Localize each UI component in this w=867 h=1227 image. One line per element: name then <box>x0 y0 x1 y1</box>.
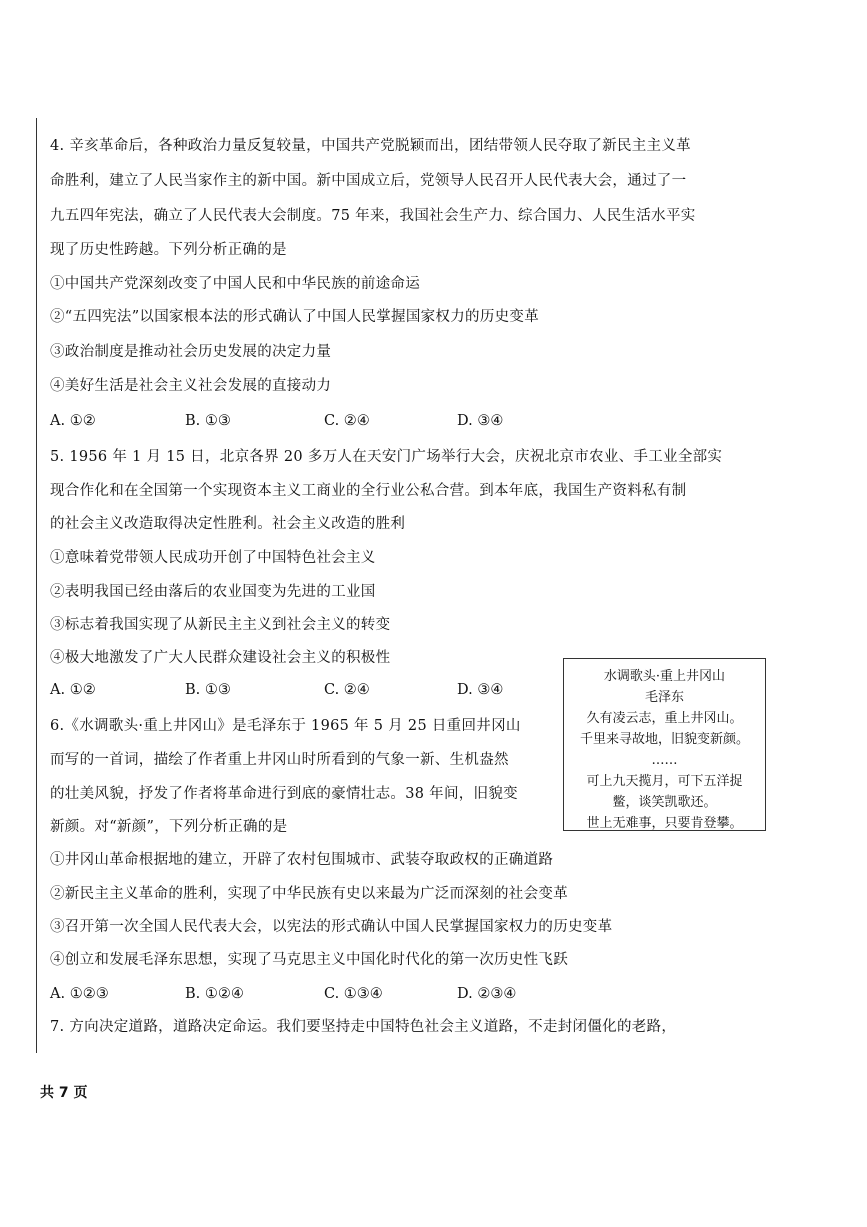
q5-option-c[interactable]: C. ②④ <box>324 682 370 698</box>
q6-options <box>50 984 570 1004</box>
poem-title: 水调歌头·重上井冈山 <box>603 669 726 684</box>
q6-statement-4: ④创立和发展毛泽东思想，实现了马克思主义中国化时代化的第一次历史性飞跃 <box>50 952 568 968</box>
q6-option-a[interactable]: A. ①②③ <box>50 986 109 1002</box>
q4-statement-2: ②“五四宪法”以国家根本法的形式确认了中国人民掌握国家权力的历史变革 <box>50 309 540 325</box>
q6-option-d[interactable]: D. ②③④ <box>457 986 517 1002</box>
q4-statement-1: ①中国共产党深刻改变了中国人民和中华民族的前途命运 <box>50 276 420 292</box>
q4-option-d[interactable]: D. ③④ <box>457 413 504 429</box>
q6-stem-line-2: 而写的一首词，描绘了作者重上井冈山时所看到的气象一新、生机盎然 <box>50 752 509 768</box>
q7-stem-line-1: 7. 方向决定道路，道路决定命运。我们要坚持走中国特色社会主义道路，不走封闭僵化的老路， <box>50 1019 677 1035</box>
q4-stem-line-4: 现了历史性跨越。下列分析正确的是 <box>50 242 287 258</box>
q4-stem-line-1: 4. 辛亥革命后，各种政治力量反复较量，中国共产党脱颖而出，团结带领人民夺取了新民主主义革 <box>50 138 691 154</box>
q6-option-b[interactable]: B. ①②④ <box>185 986 244 1002</box>
q4-stem-line-3: 九五四年宪法，确立了人民代表大会制度。75 年来，我国社会生产力、综合国力、人民生活水平实 <box>50 208 696 224</box>
q6-option-c[interactable]: C. ①③④ <box>324 986 383 1002</box>
q5-statement-2: ②表明我国已经由落后的农业国变为先进的工业国 <box>50 584 376 600</box>
q5-stem-line-2: 现合作化和在全国第一个实现资本主义工商业的全行业公私合营。到本年底，我国生产资料私有制 <box>50 483 687 499</box>
q6-statement-3: ③召开第一次全国人民代表大会，以宪法的形式确认中国人民掌握国家权力的历史变革 <box>50 919 613 935</box>
q4-option-b[interactable]: B. ①③ <box>185 413 231 429</box>
q5-stem-line-3: 的社会主义改造取得决定性胜利。社会主义改造的胜利 <box>50 516 406 532</box>
q4-statement-3: ③政治制度是推动社会历史发展的决定力量 <box>50 344 332 360</box>
poem-box <box>563 658 766 831</box>
q4-statement-4: ④美好生活是社会主义社会发展的直接动力 <box>50 378 332 394</box>
q5-options <box>50 680 570 700</box>
q5-stem-line-1: 5. 1956 年 1 月 15 日，北京各界 20 多万人在天安门广场举行大会，庆祝北京市农业、手工业全部实 <box>50 449 723 465</box>
q5-statement-1: ①意味着党带领人民成功开创了中国特色社会主义 <box>50 550 376 566</box>
margin-rule <box>36 118 37 1053</box>
q4-stem-line-2: 命胜利，建立了人民当家作主的新中国。新中国成立后，党领导人民召开人民代表大会，通过了一 <box>50 173 687 189</box>
poem-line: 世上无难事，只要肯登攀。 <box>586 816 743 831</box>
q6-stem-line-1: 6.《水调歌头·重上井冈山》是毛泽东于 1965 年 5 月 25 日重回井冈山 <box>50 718 521 734</box>
q6-stem-line-4: 新颜。对“新颜”，下列分析正确的是 <box>50 819 288 835</box>
q4-options <box>50 411 570 431</box>
poem-line: 久有凌云志，重上井冈山。 <box>586 711 743 726</box>
q5-option-d[interactable]: D. ③④ <box>457 682 504 698</box>
q6-statement-2: ②新民主主义革命的胜利，实现了中华民族有史以来最为广泛而深刻的社会变革 <box>50 886 568 902</box>
q4-option-c[interactable]: C. ②④ <box>324 413 370 429</box>
poem-line: 千里来寻故地，旧貌变新颜。 <box>579 732 749 747</box>
q6-stem-line-3: 的壮美风貌，抒发了作者将革命进行到底的豪情壮志。38 年间，旧貌变 <box>50 786 518 802</box>
poem-ellipsis: …… <box>651 753 678 768</box>
q5-statement-4: ④极大地激发了广大人民群众建设社会主义的积极性 <box>50 650 391 666</box>
q5-statement-3: ③标志着我国实现了从新民主主义到社会主义的转变 <box>50 617 391 633</box>
poem-line: 鳖，谈笑凯歌还。 <box>612 795 717 810</box>
poem-line: 可上九天揽月，可下五洋捉 <box>586 774 743 789</box>
q5-option-a[interactable]: A. ①② <box>50 682 96 698</box>
q4-option-a[interactable]: A. ①② <box>50 413 96 429</box>
q6-statement-1: ①井冈山革命根据地的建立，开辟了农村包围城市、武装夺取政权的正确道路 <box>50 852 554 868</box>
q5-option-b[interactable]: B. ①③ <box>185 682 231 698</box>
poem-author: 毛泽东 <box>644 690 684 705</box>
page-count: 共 7 页 <box>40 1085 88 1101</box>
